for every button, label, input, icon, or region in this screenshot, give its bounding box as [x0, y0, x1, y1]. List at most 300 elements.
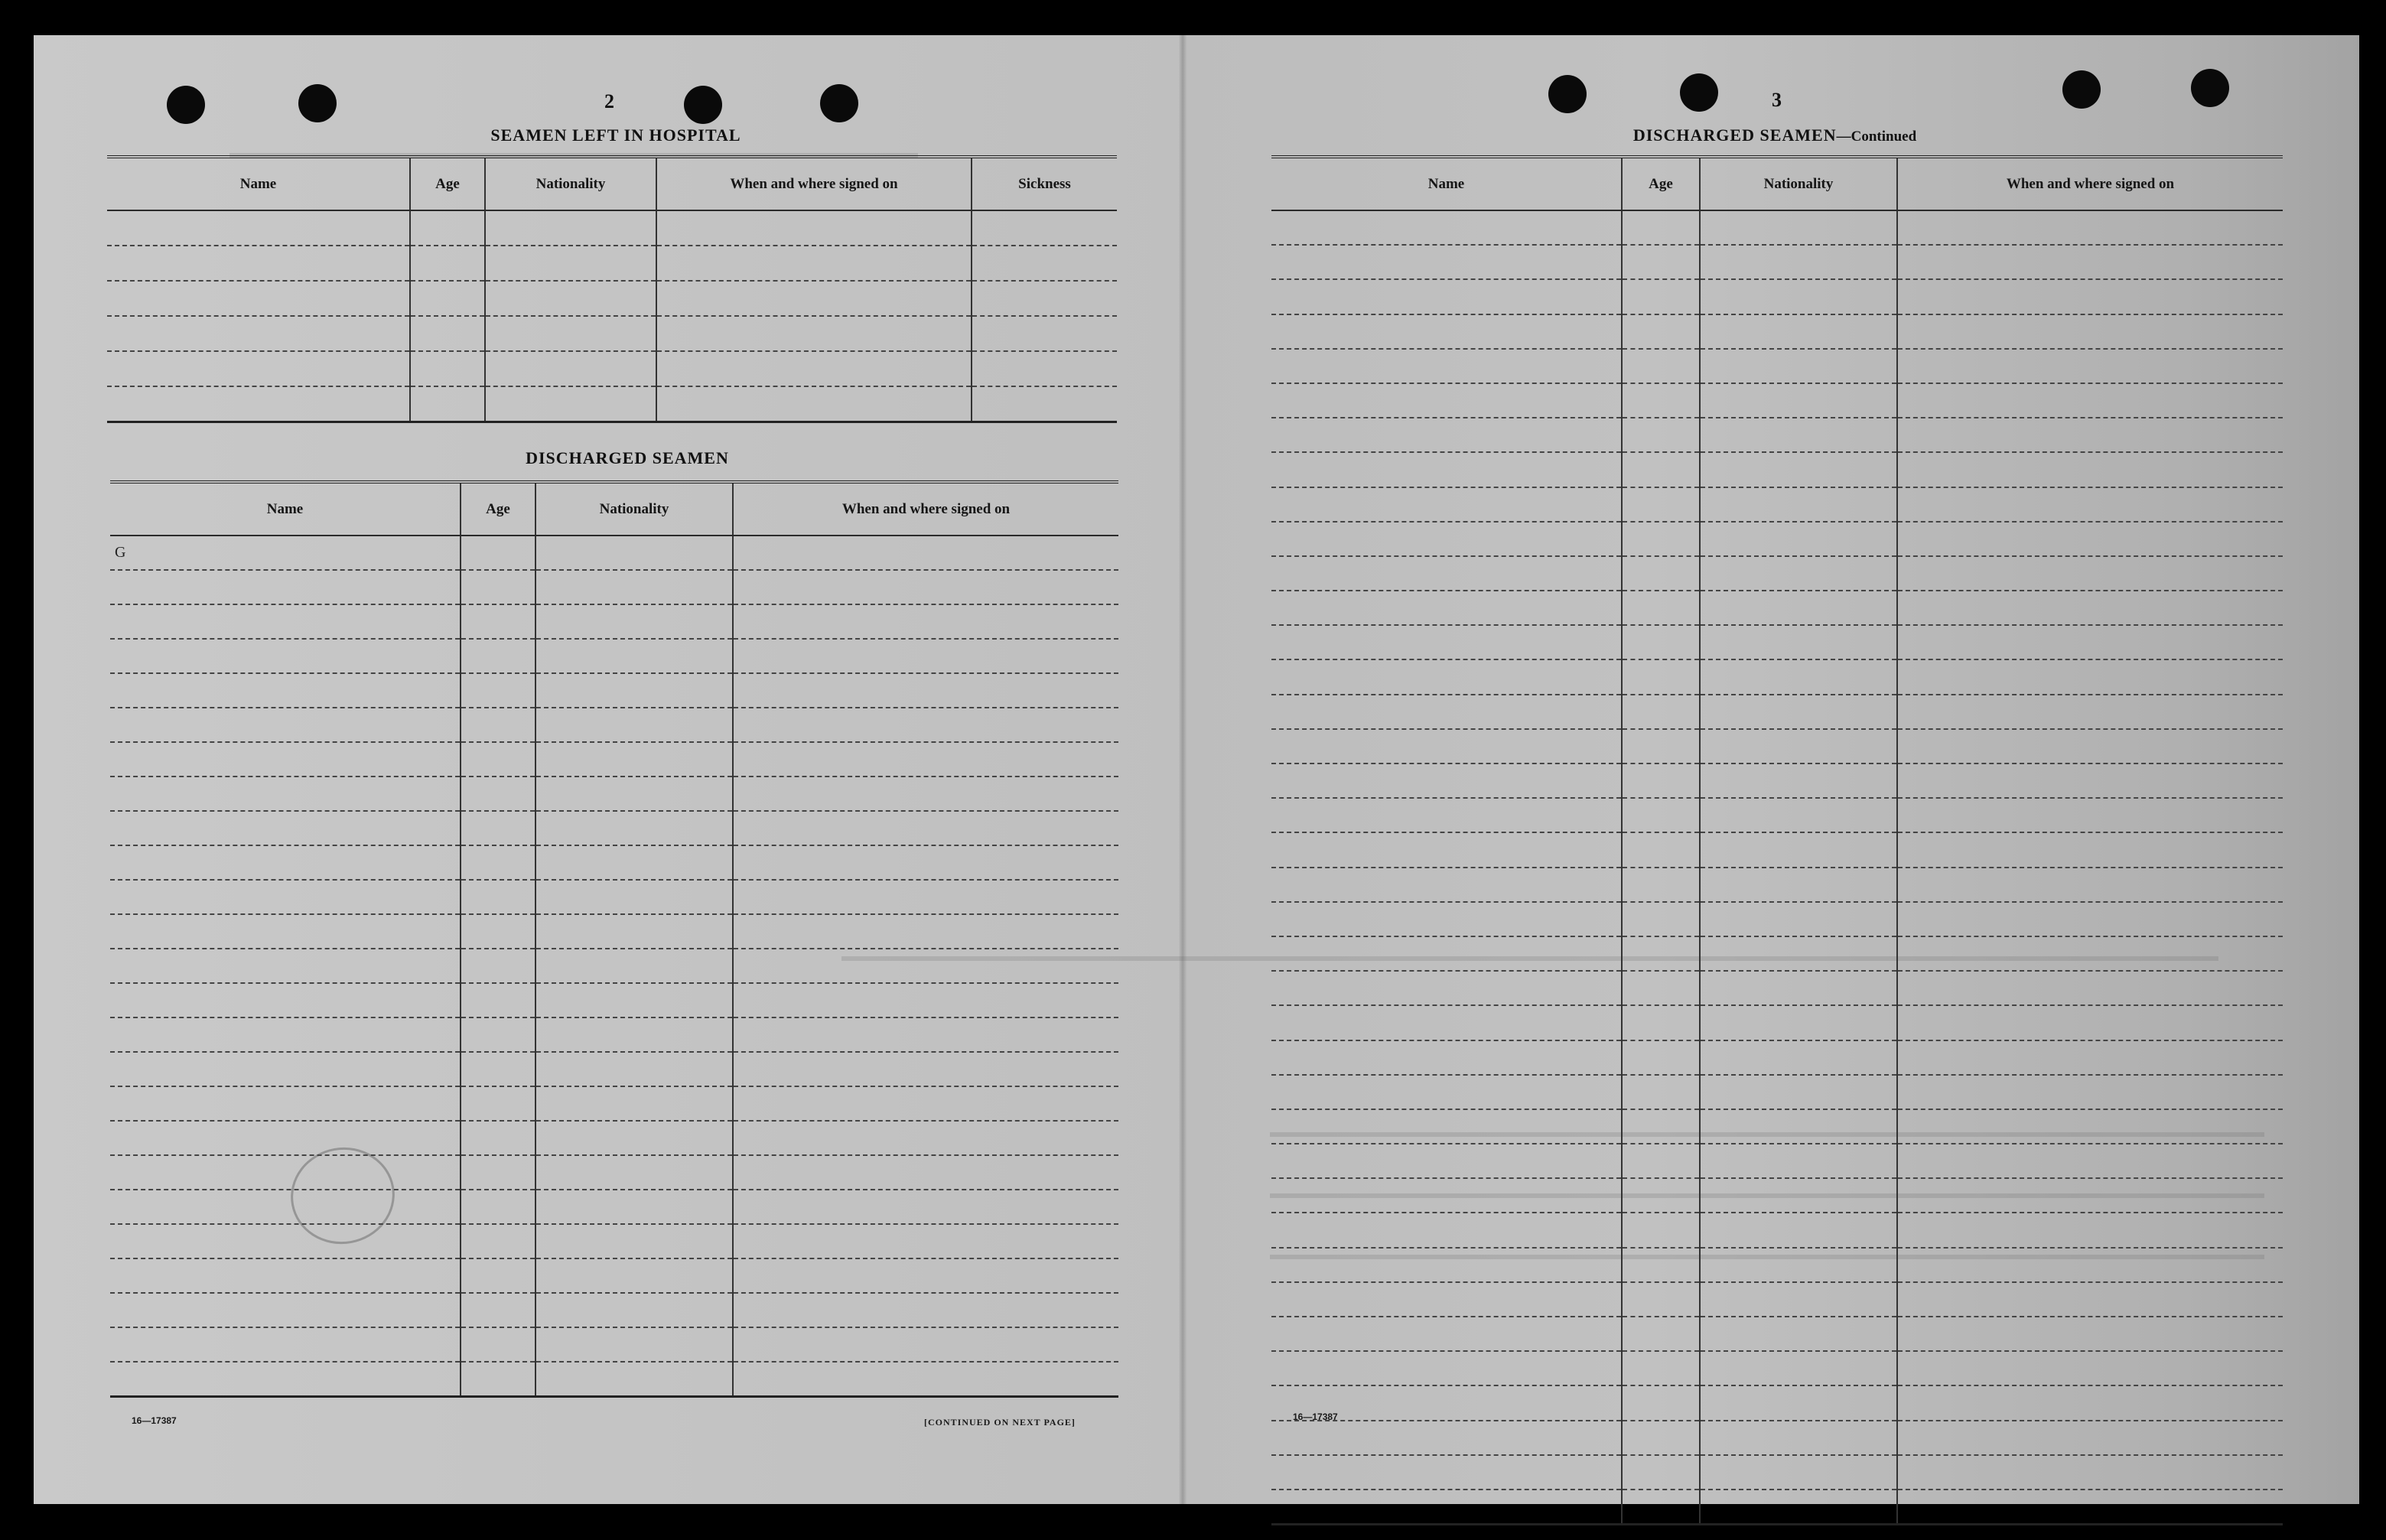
table-cell: [535, 914, 733, 949]
table-cell: [1622, 1109, 1700, 1144]
table-cell: [1897, 832, 2283, 867]
table-cell: [733, 1293, 1118, 1327]
table-cell: [733, 639, 1118, 673]
table-cell: [110, 1327, 461, 1362]
table-cell: [1622, 729, 1700, 763]
table-cell: [1622, 902, 1700, 936]
table-row: [107, 246, 1117, 281]
table-row: [1271, 487, 2283, 522]
table-cell: [1897, 1455, 2283, 1490]
table-cell: [110, 811, 461, 845]
table-cell: [410, 386, 485, 422]
table-row: [1271, 1109, 2283, 1144]
table-cell: [535, 1362, 733, 1396]
table-cell: [1271, 349, 1622, 383]
table-cell: [1700, 832, 1897, 867]
table-row: [110, 742, 1118, 777]
table-cell: [1271, 1005, 1622, 1040]
table-cell: [1700, 1213, 1897, 1247]
table-cell: [1622, 936, 1700, 971]
table-cell: [1897, 210, 2283, 245]
table-cell: [1897, 971, 2283, 1005]
table-row: [1271, 452, 2283, 487]
table-cell: [410, 281, 485, 316]
table-cell: [1271, 1178, 1622, 1213]
table-cell: [1271, 902, 1622, 936]
table-row: [1271, 729, 2283, 763]
table-cell: [1897, 1109, 2283, 1144]
table-cell: [410, 246, 485, 281]
table-cell: [461, 1052, 535, 1086]
table-cell: [1700, 522, 1897, 556]
hospital-table: [107, 155, 1117, 423]
table-cell: [1622, 1248, 1700, 1282]
table-row: [1271, 314, 2283, 349]
table-cell: [1897, 695, 2283, 729]
table-row: [1271, 245, 2283, 279]
table-cell: [1897, 868, 2283, 902]
table-row: [1271, 556, 2283, 591]
table-cell: [1622, 798, 1700, 832]
table-cell: [1700, 418, 1897, 452]
table-cell: [1622, 1317, 1700, 1351]
table-cell: [1271, 798, 1622, 832]
table-row: [110, 949, 1118, 983]
table-row: [1271, 522, 2283, 556]
table-cell: [110, 639, 461, 673]
table-cell: [733, 1155, 1118, 1190]
table-row: [1271, 1178, 2283, 1213]
table-row: [110, 1121, 1118, 1155]
table-row: [1271, 1351, 2283, 1385]
table-cell: [1700, 868, 1897, 902]
table-cell: [656, 386, 972, 422]
table-cell: [972, 246, 1117, 281]
table-cell: [656, 316, 972, 351]
table-cell: [110, 1017, 461, 1052]
table-cell: [461, 708, 535, 742]
table-cell: [1897, 487, 2283, 522]
table-cell: [1271, 245, 1622, 279]
table-cell: [1622, 418, 1700, 452]
table-cell: [1700, 625, 1897, 659]
table-cell: [1897, 418, 2283, 452]
table-cell: [1622, 349, 1700, 383]
table-cell: [1897, 1040, 2283, 1075]
table-cell: [733, 845, 1118, 880]
table-cell: [1622, 695, 1700, 729]
table-cell: [733, 1224, 1118, 1258]
table-cell: [1700, 695, 1897, 729]
table-cell: [461, 777, 535, 811]
table-cell: [1622, 556, 1700, 591]
table-cell: [461, 845, 535, 880]
table-cell: [535, 604, 733, 639]
table-cell: [1700, 245, 1897, 279]
table-cell: [733, 1190, 1118, 1224]
table-cell: [1271, 1317, 1622, 1351]
table-cell: [733, 949, 1118, 983]
table-cell: [733, 983, 1118, 1017]
table-cell: [1622, 1213, 1700, 1247]
punch-hole-icon: [2191, 69, 2229, 107]
table-cell: [1271, 487, 1622, 522]
table-cell: [1700, 1178, 1897, 1213]
table-cell: [1271, 522, 1622, 556]
table-cell: [1271, 1248, 1622, 1282]
table-cell: [1271, 868, 1622, 902]
table-cell: [535, 708, 733, 742]
table-cell: [1622, 383, 1700, 418]
table-row: [110, 604, 1118, 639]
table-cell: [1271, 383, 1622, 418]
table-row: [110, 880, 1118, 914]
punch-hole-icon: [684, 86, 722, 124]
page-fold: [1178, 35, 1187, 1504]
table-cell: [461, 570, 535, 604]
table-row: [1271, 1075, 2283, 1109]
table-cell: [410, 351, 485, 386]
table-cell: [107, 210, 410, 246]
table-cell: [1271, 763, 1622, 798]
table-row: [110, 1327, 1118, 1362]
table-row: [1271, 1385, 2283, 1420]
table-row: [1271, 1144, 2283, 1178]
table-cell: [1700, 1075, 1897, 1109]
discharged-continued-title-suffix: —Continued: [1836, 129, 1917, 145]
table-cell: [1897, 936, 2283, 971]
discharged-table: [110, 480, 1118, 1398]
table-cell: [485, 281, 656, 316]
punch-hole-icon: [298, 84, 337, 122]
table-cell: [461, 1293, 535, 1327]
table-cell: [535, 1086, 733, 1121]
table-cell: [1271, 1040, 1622, 1075]
page-number: 3: [1772, 89, 1782, 111]
col-header-nationality: Nationality: [485, 157, 656, 210]
table-cell: [107, 281, 410, 316]
table-row: [110, 845, 1118, 880]
table-cell: [410, 316, 485, 351]
table-cell: [535, 536, 733, 570]
col-header-sickness: Sickness: [972, 157, 1117, 210]
table-cell: [1622, 1421, 1700, 1455]
table-cell: [461, 1121, 535, 1155]
table-cell: [461, 639, 535, 673]
table-cell: [535, 742, 733, 777]
col-header-age: Age: [1622, 157, 1700, 210]
table-cell: [1700, 1005, 1897, 1040]
table-cell: [1622, 1005, 1700, 1040]
table-row: [107, 351, 1117, 386]
col-header-nationality: Nationality: [1700, 157, 1897, 210]
table-cell: [972, 351, 1117, 386]
table-cell: [485, 351, 656, 386]
table-cell: [1700, 1040, 1897, 1075]
table-cell: [1897, 522, 2283, 556]
table-row: [1271, 1040, 2283, 1075]
table-row: [1271, 349, 2283, 383]
table-cell: [461, 983, 535, 1017]
table-cell: [110, 1224, 461, 1258]
table-cell: [1897, 1490, 2283, 1524]
table-cell: [1700, 452, 1897, 487]
table-cell: [733, 536, 1118, 570]
table-cell: [1700, 349, 1897, 383]
table-cell: [1271, 971, 1622, 1005]
table-cell: [1622, 210, 1700, 245]
table-cell: [1897, 383, 2283, 418]
table-cell: [1700, 1421, 1897, 1455]
table-row: [110, 1190, 1118, 1224]
table-cell: [1700, 383, 1897, 418]
table-cell: [1271, 1351, 1622, 1385]
table-row: [110, 914, 1118, 949]
punch-hole-icon: [1680, 73, 1718, 112]
table-cell: [1271, 1144, 1622, 1178]
table-row: [107, 386, 1117, 422]
table-cell: [1271, 1282, 1622, 1317]
table-cell: [461, 1155, 535, 1190]
table-cell: [1897, 1005, 2283, 1040]
table-cell: [733, 1086, 1118, 1121]
table-cell: [972, 316, 1117, 351]
table-cell: [733, 1052, 1118, 1086]
table-cell: [1271, 418, 1622, 452]
table-cell: [1700, 314, 1897, 349]
table-cell: [733, 1327, 1118, 1362]
table-cell: [485, 316, 656, 351]
table-cell: [1271, 695, 1622, 729]
table-cell: [1897, 591, 2283, 625]
table-cell: [656, 281, 972, 316]
table-cell: [110, 570, 461, 604]
table-row: [110, 1293, 1118, 1327]
table-cell: [461, 811, 535, 845]
table-cell: [1622, 522, 1700, 556]
punch-hole-icon: [2062, 70, 2101, 109]
col-header-name: Name: [110, 482, 461, 536]
discharged-continued-table: [1271, 155, 2283, 1525]
table-row: [1271, 936, 2283, 971]
table-cell: [1271, 314, 1622, 349]
table-cell: [1897, 729, 2283, 763]
table-cell: [733, 673, 1118, 708]
table-cell: [733, 777, 1118, 811]
table-row: [110, 1258, 1118, 1293]
table-cell: [110, 1258, 461, 1293]
table-cell: [461, 949, 535, 983]
table-cell: [733, 1362, 1118, 1396]
table-cell: [1622, 763, 1700, 798]
table-cell: [1271, 625, 1622, 659]
table-row: [1271, 832, 2283, 867]
col-header-nationality: Nationality: [535, 482, 733, 536]
table-cell: [110, 1293, 461, 1327]
table-cell: [1271, 556, 1622, 591]
table-cell: [733, 604, 1118, 639]
table-cell: [1700, 1385, 1897, 1420]
table-cell: [1897, 1178, 2283, 1213]
col-header-name: Name: [107, 157, 410, 210]
continued-note: [CONTINUED ON NEXT PAGE]: [924, 1417, 1076, 1428]
table-cell: [1897, 1144, 2283, 1178]
table-cell: [1271, 1421, 1622, 1455]
table-cell: [1700, 902, 1897, 936]
table-cell: [1622, 868, 1700, 902]
table-cell: [535, 1121, 733, 1155]
table-cell: [1622, 1282, 1700, 1317]
punch-hole-icon: [167, 86, 205, 124]
table-cell: [1700, 487, 1897, 522]
table-row: [110, 1155, 1118, 1190]
table-cell: [733, 811, 1118, 845]
table-cell: [461, 1224, 535, 1258]
table-row: [1271, 798, 2283, 832]
table-cell: [110, 673, 461, 708]
table-cell: [1622, 1144, 1700, 1178]
table-cell: [1700, 936, 1897, 971]
table-cell: [1700, 556, 1897, 591]
table-cell: [1700, 279, 1897, 314]
table-cell: [110, 1052, 461, 1086]
table-cell: [1271, 936, 1622, 971]
table-cell: [461, 536, 535, 570]
table-row: [110, 673, 1118, 708]
table-cell: [1271, 452, 1622, 487]
table-cell: [535, 845, 733, 880]
table-cell: [1622, 245, 1700, 279]
table-cell: [656, 210, 972, 246]
table-row: [1271, 591, 2283, 625]
table-cell: [110, 742, 461, 777]
table-cell: [1622, 971, 1700, 1005]
table-cell: [535, 811, 733, 845]
table-cell: [110, 777, 461, 811]
table-cell: [1700, 1317, 1897, 1351]
table-cell: [1897, 452, 2283, 487]
table-cell: [1622, 832, 1700, 867]
col-header-age: Age: [461, 482, 535, 536]
table-cell: [1622, 452, 1700, 487]
table-cell: [461, 914, 535, 949]
table-row: [1271, 1282, 2283, 1317]
table-cell: [1897, 279, 2283, 314]
table-cell: [1897, 1075, 2283, 1109]
table-cell: [1700, 591, 1897, 625]
table-cell: [1271, 1075, 1622, 1109]
table-row: [110, 1362, 1118, 1396]
table-row: [1271, 1421, 2283, 1455]
table-cell: [1622, 1490, 1700, 1524]
table-row: [110, 639, 1118, 673]
table-row: [1271, 1248, 2283, 1282]
table-cell: [535, 1017, 733, 1052]
table-cell: [1700, 729, 1897, 763]
table-cell: [1897, 1351, 2283, 1385]
punch-hole-icon: [1548, 75, 1587, 113]
table-cell: [110, 1362, 461, 1396]
table-cell: [1700, 210, 1897, 245]
table-row: [1271, 695, 2283, 729]
table-cell: [535, 1052, 733, 1086]
table-row: [110, 570, 1118, 604]
form-number: 16—17387: [132, 1415, 177, 1426]
table-cell: [535, 673, 733, 708]
table-cell: [1622, 487, 1700, 522]
table-cell: [485, 246, 656, 281]
discharged-continued-title-main: DISCHARGED SEAMEN: [1632, 125, 1837, 145]
table-cell: [1897, 1282, 2283, 1317]
table-cell: [1700, 971, 1897, 1005]
table-cell: [110, 983, 461, 1017]
table-cell: [1271, 832, 1622, 867]
table-row: [107, 281, 1117, 316]
col-header-name: Name: [1271, 157, 1622, 210]
table-cell: [107, 316, 410, 351]
table-cell: [1897, 314, 2283, 349]
discharged-continued-title: [1561, 125, 1989, 145]
table-cell: [535, 983, 733, 1017]
table-cell: [1622, 625, 1700, 659]
table-row: [1271, 1317, 2283, 1351]
table-cell: [485, 210, 656, 246]
table-cell: [110, 604, 461, 639]
table-row: [107, 210, 1117, 246]
table-cell: [1271, 279, 1622, 314]
table-cell: [1897, 1213, 2283, 1247]
table-cell: [110, 845, 461, 880]
table-cell: [733, 570, 1118, 604]
table-cell: [107, 386, 410, 422]
table-row: [1271, 1213, 2283, 1247]
table-cell: [733, 880, 1118, 914]
table-cell: [1622, 279, 1700, 314]
table-cell: [110, 949, 461, 983]
table-row: [1271, 763, 2283, 798]
table-row: [1271, 971, 2283, 1005]
table-cell: [733, 914, 1118, 949]
table-cell: [1622, 1178, 1700, 1213]
table-cell: [1271, 591, 1622, 625]
table-cell: [1700, 1282, 1897, 1317]
table-row: [107, 316, 1117, 351]
table-cell: [535, 1258, 733, 1293]
table-row: [110, 1224, 1118, 1258]
table-cell: [1700, 1109, 1897, 1144]
table-row: [110, 536, 1118, 570]
table-cell: [1700, 1455, 1897, 1490]
table-cell: [461, 1258, 535, 1293]
table-cell: [1897, 798, 2283, 832]
table-cell: [1700, 1490, 1897, 1524]
table-cell: [110, 880, 461, 914]
table-row: [1271, 625, 2283, 659]
table-cell: [1271, 1455, 1622, 1490]
page-number: 2: [604, 90, 614, 112]
table-cell: [1271, 659, 1622, 694]
table-cell: [1271, 1213, 1622, 1247]
table-row: [1271, 418, 2283, 452]
table-cell: [110, 914, 461, 949]
table-cell: [461, 1190, 535, 1224]
table-row: [110, 1017, 1118, 1052]
table-cell: [535, 570, 733, 604]
table-cell: [733, 742, 1118, 777]
table-cell: [1897, 1248, 2283, 1282]
table-cell: [1622, 659, 1700, 694]
table-cell: [1622, 1351, 1700, 1385]
